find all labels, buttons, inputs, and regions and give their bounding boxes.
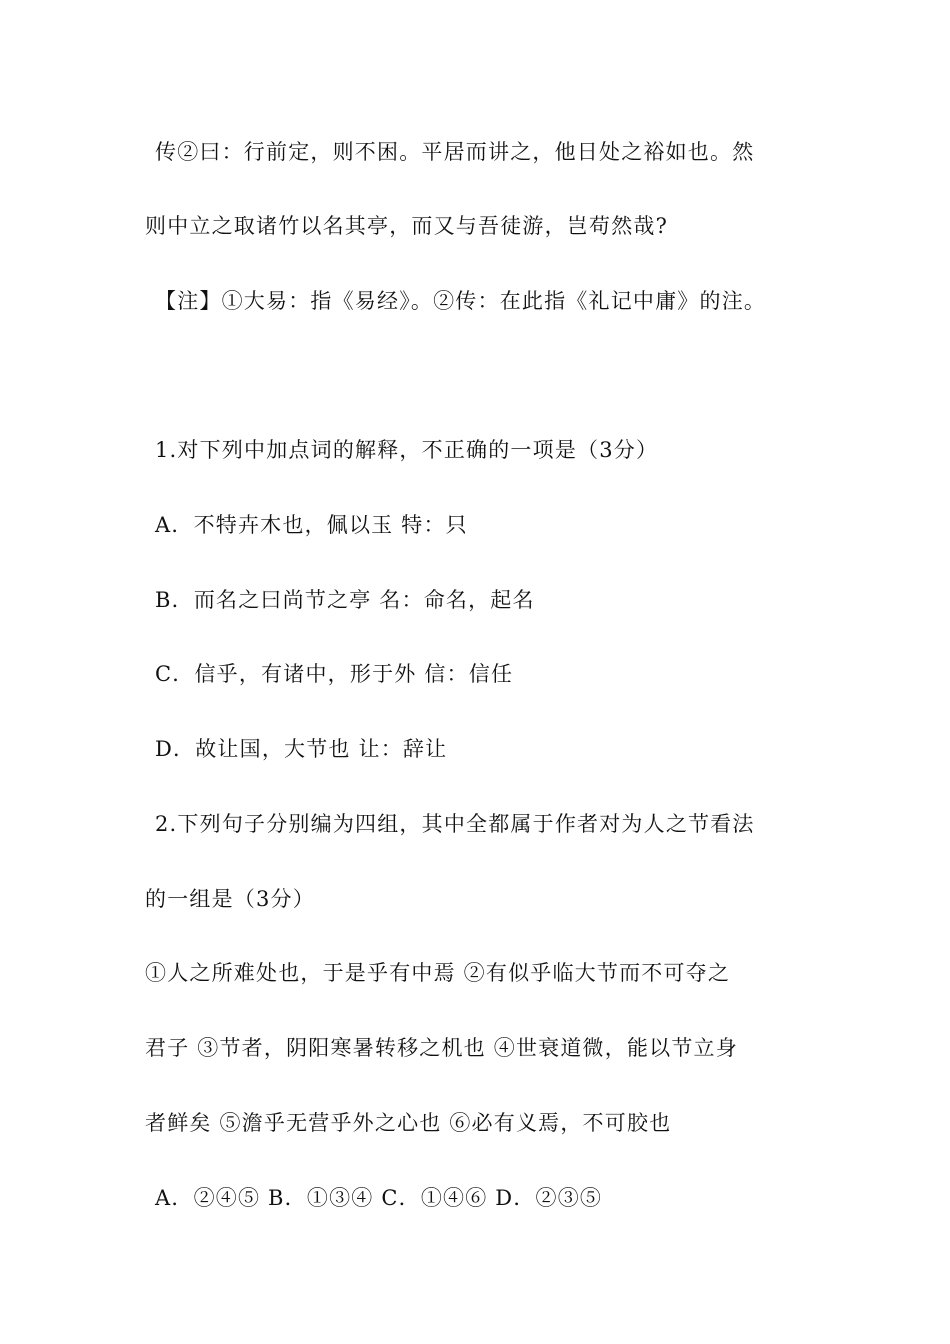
question-1-option-c: C．信乎，有诸中，形于外 信：信任 xyxy=(155,662,514,686)
question-2-options: A．②④⑤ B．①③④ C．①④⑥ D．②③⑤ xyxy=(155,1186,603,1210)
question-2-items: 君子 ③节者，阴阳寒暑转移之机也 ④世衰道微，能以节立身 xyxy=(145,1036,738,1060)
question-2-stem-continued: 的一组是（3分） xyxy=(145,887,315,911)
question-1-option-b: B．而名之曰尚节之亭 名：命名，起名 xyxy=(155,588,535,612)
question-2-items: ①人之所难处也，于是乎有中焉 ②有似乎临大节而不可夺之 xyxy=(145,961,731,985)
question-1-option-d: D．故让国，大节也 让：辞让 xyxy=(155,737,448,761)
question-1-stem: 1.对下列中加点词的解释，不正确的一项是（3分） xyxy=(155,438,659,462)
passage-line: 传②曰：行前定，则不困。平居而讲之，他日处之裕如也。然 xyxy=(155,140,755,164)
question-2-stem: 2.下列句子分别编为四组，其中全都属于作者对为人之节看法 xyxy=(155,812,755,836)
question-2-items: 者鲜矣 ⑤澹乎无营乎外之心也 ⑥必有义焉，不可胶也 xyxy=(145,1111,672,1135)
question-1-option-a: A．不特卉木也，佩以玉 特：只 xyxy=(155,513,468,537)
passage-line: 则中立之取诸竹以名其亭，而又与吾徒游，岂苟然哉? xyxy=(145,214,669,238)
annotation-note: 【注】①大易：指《易经》。②传：在此指《礼记中庸》的注。 xyxy=(155,289,767,313)
